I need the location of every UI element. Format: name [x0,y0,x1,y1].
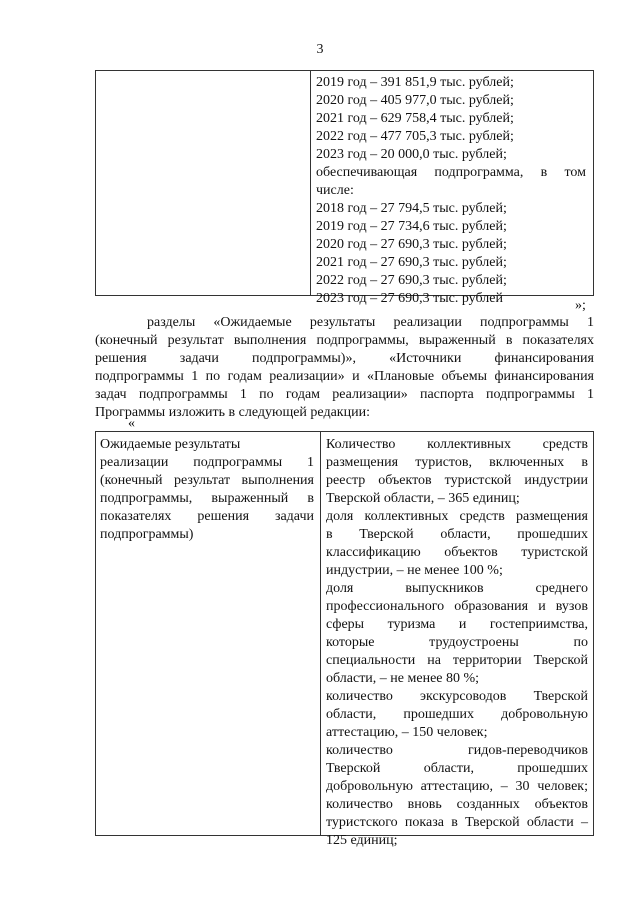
bottom-right-line: в Тверской области, прошедших [326,527,588,542]
bottom-right-line: Количество коллективных средств [326,437,588,452]
bottom-table-divider [320,432,321,835]
bottom-right-line: профессионального образования и вузов [326,599,588,614]
top-table-line: 2021 год – 629 758,4 тыс. рублей; [316,111,514,126]
top-table-line: обеспечивающая подпрограмма, в том [316,165,586,180]
paragraph-line: задач подпрограммы 1 по годам реализации» паспорта подпрограммы 1 [95,387,594,402]
top-table-line: 2022 год – 477 705,3 тыс. рублей; [316,129,514,144]
bottom-right-line: 125 единиц; [326,833,398,848]
paragraph-line: Программы изложить в следующей редакции: [95,405,370,420]
top-table [95,70,594,306]
top-table-line: 2019 год – 27 734,6 тыс. рублей; [316,219,507,234]
bottom-right-line: Тверской области, – 365 единиц; [326,491,520,506]
bottom-right-line: которые трудоустроены по [326,635,588,650]
bottom-table-left-cell [100,436,314,544]
top-table-right-cell [316,74,586,308]
bottom-right-line: количество вновь созданных объектов [326,797,588,812]
bottom-right-line: Тверской области, прошедших [326,761,588,776]
bottom-left-line: показателях решения задачи [100,509,314,524]
top-table-line: 2023 год – 27 690,3 тыс. рублей [316,291,503,306]
top-table-line: числе: [316,183,354,198]
bottom-right-line: доля коллективных средств размещения [326,509,588,524]
bottom-left-line: подпрограммы, выраженный в [100,491,314,506]
bottom-right-line: добровольную аттестацию, – 30 человек; [326,779,588,794]
bottom-right-line: специальности на территории Тверской [326,653,588,668]
bottom-left-line: подпрограммы) [100,527,194,542]
bottom-right-line: количество экскурсоводов Тверской [326,689,588,704]
top-table-line: 2020 год – 27 690,3 тыс. рублей; [316,237,507,252]
bottom-right-line: туристского показа в Тверской области – [326,815,588,830]
top-table-divider [310,71,311,295]
paragraph-line: (конечный результат выполнения подпрограммы, выраженный в показателях [95,333,594,348]
top-table-line: 2022 год – 27 690,3 тыс. рублей; [316,273,507,288]
paragraph-line: решения задачи подпрограммы)», «Источники финансирования [95,351,594,366]
closing-quote: »; [575,298,586,313]
top-table-line: 2020 год – 405 977,0 тыс. рублей; [316,93,514,108]
bottom-left-line: Ожидаемые результаты [100,437,241,452]
bottom-right-line: сферы туризма и гостеприимства, [326,617,588,632]
bottom-left-line: реализации подпрограммы 1 [100,455,314,470]
bottom-table [95,431,594,848]
top-table-line: 2021 год – 27 690,3 тыс. рублей; [316,255,507,270]
bottom-left-line: (конечный результат выполнения [100,473,314,488]
bottom-right-line: реестр объектов туристской индустрии [326,473,588,488]
paragraph-line: подпрограммы 1 по годам реализации» и «Плановые объемы финансирования [95,369,594,384]
opening-quote: « [128,416,135,431]
bottom-right-line: аттестацию, – 150 человек; [326,725,488,740]
bottom-right-line: индустрии, – не менее 100 %; [326,563,503,578]
bottom-right-line: области, – не менее 80 %; [326,671,480,686]
bottom-right-line: области, прошедших добровольную [326,707,588,722]
top-table-line: 2018 год – 27 794,5 тыс. рублей; [316,201,507,216]
bottom-right-line: размещения туристов, включенных в [326,455,588,470]
bottom-right-line: количество гидов-переводчиков [326,743,588,758]
bottom-right-line: классификацию объектов туристской [326,545,588,560]
page-number: 3 [316,42,324,57]
bottom-table-right-cell [326,436,588,850]
paragraph-line: разделы «Ожидаемые результаты реализации подпрограммы 1 [147,315,594,330]
top-table-line: 2023 год – 20 000,0 тыс. рублей; [316,147,507,162]
body-paragraph [95,314,594,422]
top-table-line: 2019 год – 391 851,9 тыс. рублей; [316,75,514,90]
bottom-right-line: доля выпускников среднего [326,581,588,596]
